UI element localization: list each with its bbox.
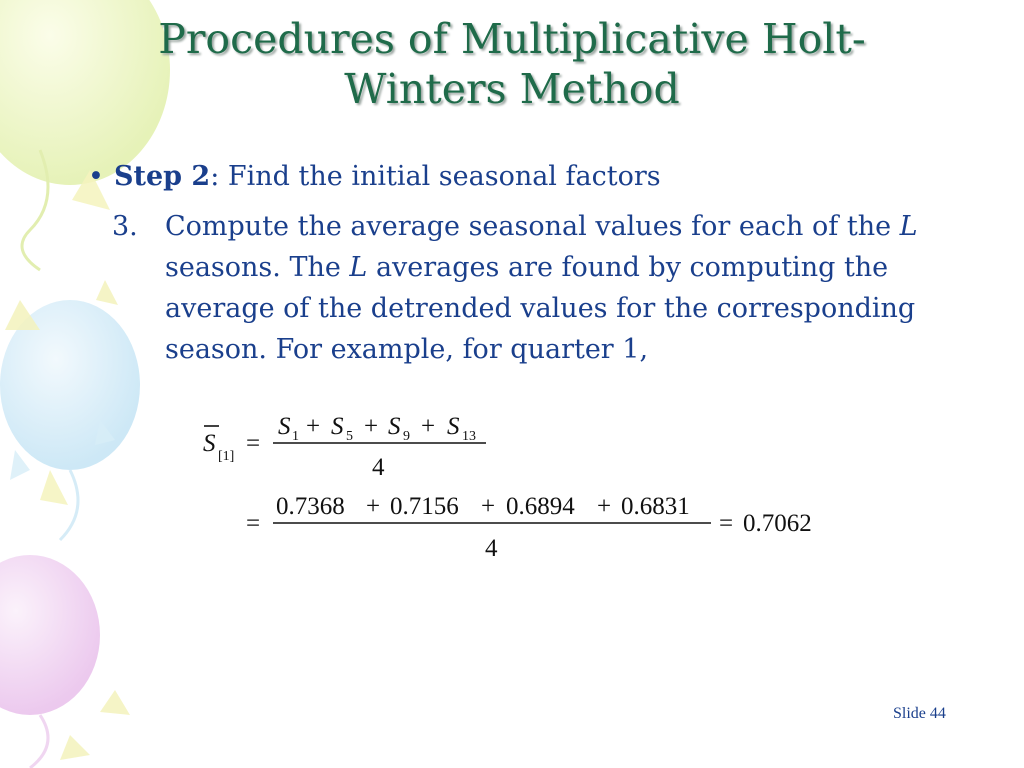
numerator-term-subscript: 5 (346, 429, 353, 444)
plus-sign: + (306, 413, 321, 440)
lhs-subscript: [1] (218, 449, 235, 464)
value-term: 0.6831 (621, 493, 690, 520)
plus-sign: + (366, 493, 381, 520)
plus-sign: + (421, 413, 436, 440)
bullet-bold-label: Step 2 (114, 161, 211, 192)
result-value: 0.7062 (743, 510, 812, 537)
denominator-2: 4 (485, 535, 498, 562)
italic-L: L (899, 211, 918, 242)
equals-sign-1: = (246, 430, 261, 457)
title-line-1: Procedures of Multiplicative Holt- (158, 15, 866, 63)
numerator-term-subscript: 13 (462, 429, 476, 444)
numerator-term-subscript: 9 (403, 429, 410, 444)
value-term: 0.6894 (506, 493, 575, 520)
denominator-1: 4 (372, 454, 385, 481)
slide-number: Slide 44 (893, 705, 946, 722)
numerator-term-symbol: S (278, 413, 291, 440)
bullet-marker: • (88, 161, 104, 192)
list-number: 3. (112, 211, 138, 242)
numerator-term-symbol: S (331, 413, 344, 440)
plus-sign: + (597, 493, 612, 520)
equals-sign-3: = (719, 510, 734, 537)
numerator-term-symbol: S (447, 413, 460, 440)
list-item-text: Compute the average seasonal values for each of the L seasons. The L averages are found by computing the average of the detrended values for the corresponding season. For example, for quarter 1, (165, 211, 918, 365)
plus-sign: + (481, 493, 496, 520)
value-term: 0.7156 (390, 493, 459, 520)
title-line-2: Winters Method (344, 65, 680, 113)
lhs-symbol: S (203, 430, 216, 457)
bullet-rest: : Find the initial seasonal factors (210, 161, 661, 192)
value-term: 0.7368 (276, 493, 345, 520)
plus-sign: + (364, 413, 379, 440)
numerator-term-symbol: S (388, 413, 401, 440)
equals-sign-2: = (246, 510, 261, 537)
italic-L: L (349, 252, 368, 283)
numerator-term-subscript: 1 (292, 429, 299, 444)
